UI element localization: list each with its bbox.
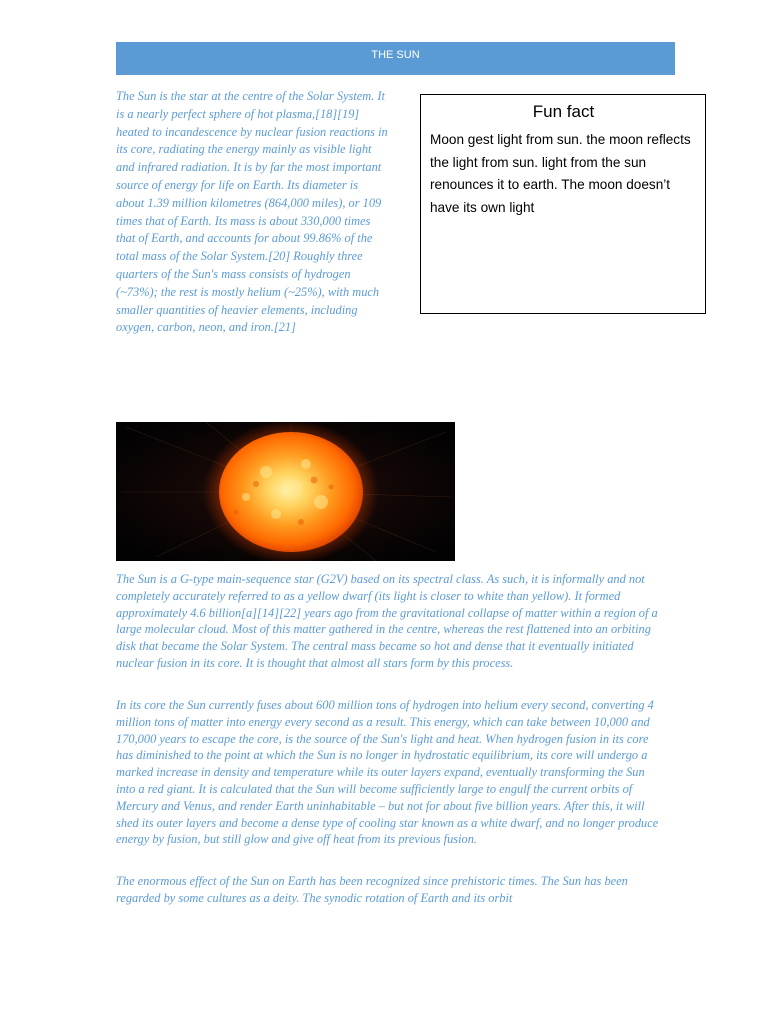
intro-paragraph: The Sun is the star at the centre of the Solar System. It is a nearly perfect sphere of hot plasma,[18][19] heated to incandescence by nuclear fusion reactions in its core, radiating the energy mainly as visible light and infrared radiation. It is by far the most important source of energy for life on Earth. Its diameter is about 1.39 million kilometres (864,000 miles), or 109 times that of Earth. Its mass is about 330,000 times that of Earth, and accounts for about 99.86% of the total mass of the Solar System.[20] Roughly three quarters of the Sun's mass consists of hydrogen (~73%); the rest is mostly helium (~25%), with much smaller quantities of heavier elements, including oxygen, carbon, neon, and iron.[21] [116,89,388,335]
body-paragraph-1: The Sun is a G-type main-sequence star (G2V) based on its spectral class. As such, it is informally and not completely accurately referred to as a yellow dwarf (its light is closer to white than yellow). It formed approximately 4.6 billion[a][14][22] years ago from the gravitational collapse of matter within a region of a large molecular cloud. Most of this matter gathered in the centre, whereas the rest flattened into an orbiting disk that became the Solar System. The central mass became so hot and dense that it eventually initiated nuclear fusion in its core. It is thought that almost all stars form by this process. [116,572,658,670]
body-paragraph-3: The enormous effect of the Sun on Earth has been recognized since prehistoric times. The Sun has been regarded by some cultures as a deity. The synodic rotation of Earth and its orbit [116,874,628,905]
document-title: THE SUN [371,49,420,61]
sun-image [116,422,455,561]
fun-fact-text: Moon gest light from sun. the moon reflects the light from sun. light from the sun renounces it to earth. The moon doesn’t have its own light [430,132,691,215]
fun-fact-heading: Fun fact [532,102,595,121]
fun-fact-box [420,94,706,314]
document-title-bar [116,42,675,75]
body-paragraph-2: In its core the Sun currently fuses about 600 million tons of hydrogen into helium every second, converting 4 million tons of matter into energy every second as a result. This energy, which can take between 10,000 and 170,000 years to escape the core, is the source of the Sun's light and heat. When hydrogen fusion in its core has diminished to the point at which the Sun is no longer in hydrostatic equilibrium, its core will undergo a marked increase in density and temperature while its outer layers expand, eventually transforming the Sun into a red giant. It is calculated that the Sun will become sufficiently large to engulf the current orbits of Mercury and Venus, and render Earth uninhabitable – but not for about five billion years. After this, it will shed its outer layers and become a dense type of cooling star known as a white dwarf, and no longer produce energy by fusion, but still glow and give off heat from its previous fusion. [116,698,659,847]
